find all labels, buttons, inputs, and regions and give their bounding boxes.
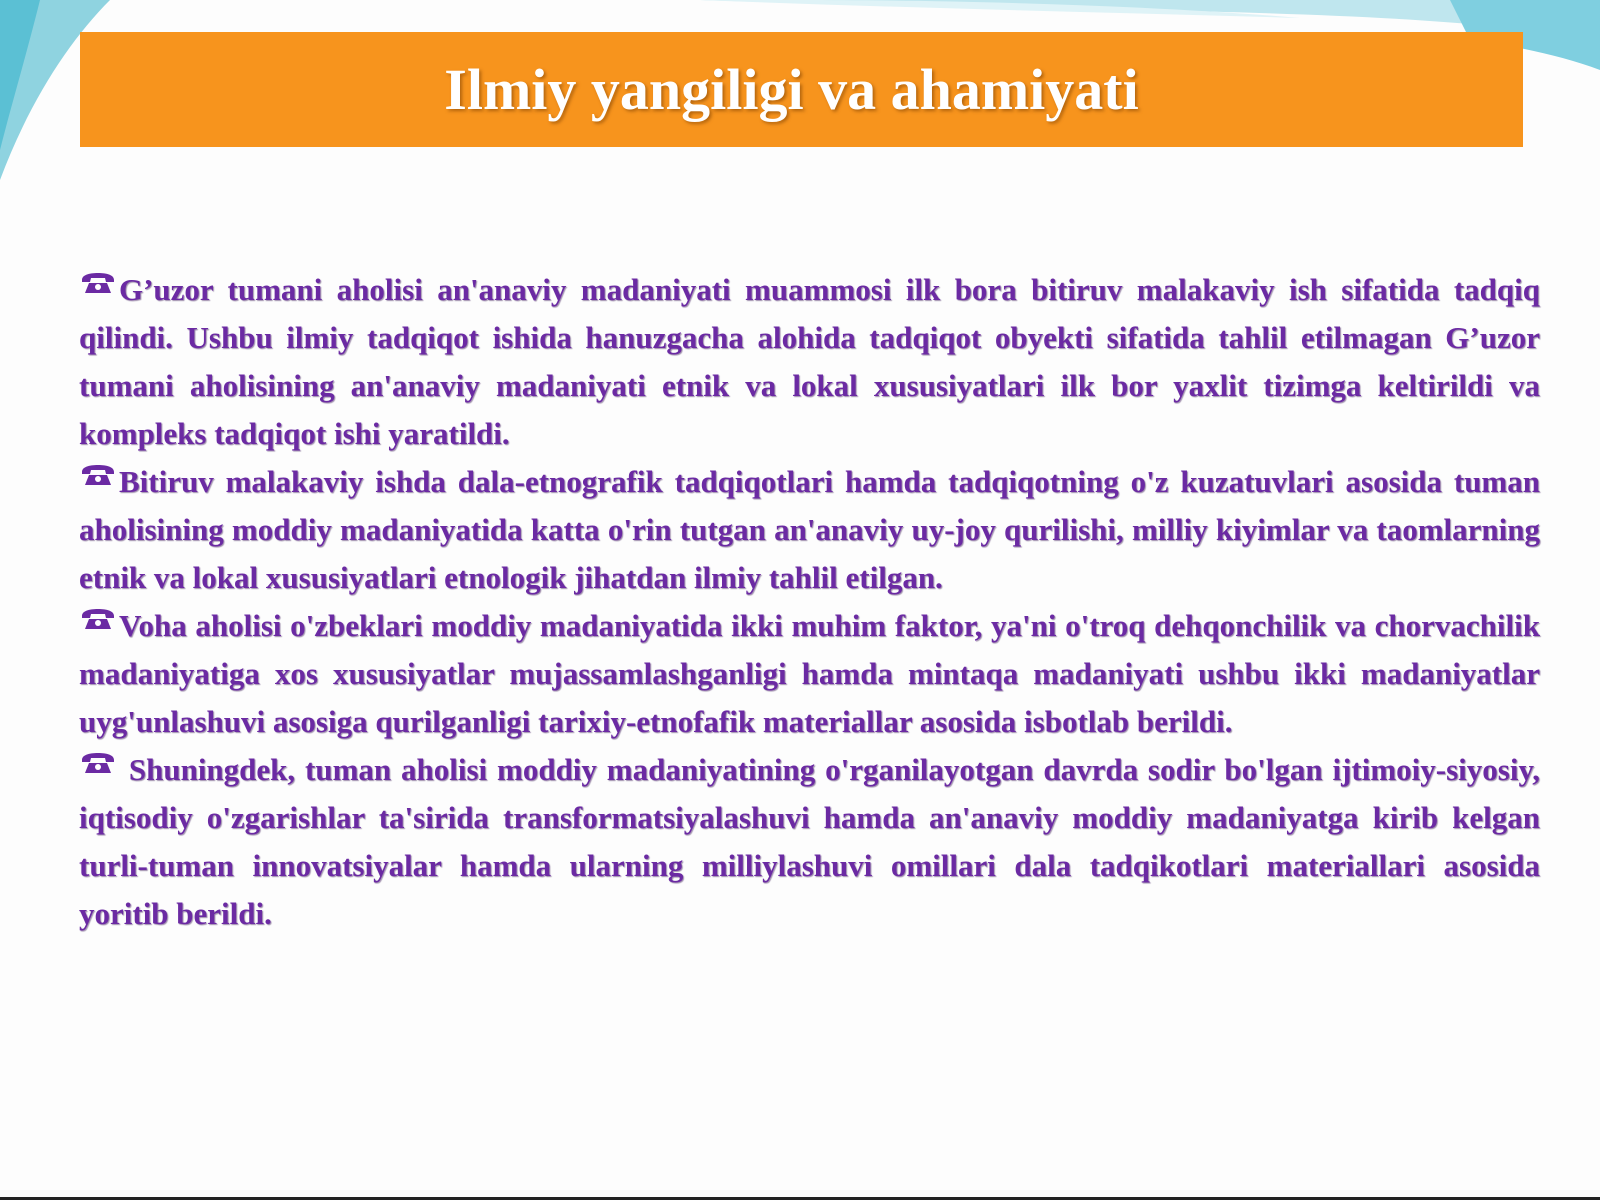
paragraph-2 [79, 458, 1540, 602]
telephone-icon [79, 272, 117, 294]
paragraph-text: G’uzor tumani aholisi an'anaviy madaniyati muammosi ilk bora bitiruv malakaviy ish sifatida tadqiq qilindi. Ushbu ilmiy tadqiqot ishida hanuzgacha alohida tadqiqot obyekti sifatida tahlil etilmagan G’uzor tumani aholisining an'anaviy madaniyati etnik va lokal xususiyatlari ilk bor yaxlit tizimga keltirildi va kompleks tadqiqot ishi yaratildi. [79, 272, 1540, 451]
paragraph-text: Shuningdek, tuman aholisi moddiy madaniyatining o'rganilayotgan davrda sodir bo'lgan ijtimoiy-siyosiy, iqtisodiy o'zgarishlar ta'sirida transformatsiyalashuvi hamda an'anaviy moddiy madaniyatga kirib kelgan turli-tuman innovatsiyalar hamda ularning milliylashuvi omillari dala tadqikotlari materiallari asosida yoritib berildi. [79, 752, 1540, 931]
content-body [79, 266, 1540, 938]
slide-title: Ilmiy yangiligi va ahamiyati [444, 56, 1139, 122]
paragraph-4 [79, 746, 1540, 938]
paragraph-3 [79, 602, 1540, 746]
paragraph-text: Voha aholisi o'zbeklari moddiy madaniyatida ikki muhim faktor, ya'ni o'troq dehqonchilik va chorvachilik madaniyatiga xos xususiyatlar mujassamlashganligi hamda mintaqa madaniyati ushbu ikki madaniyatlar uyg'unlashuvi asosiga qurilganligi tarixiy-etnofafik materiallar asosida isbotlab berildi. [79, 608, 1540, 739]
paragraph-text: Bitiruv malakaviy ishda dala-etnografik tadqiqotlari hamda tadqiqotning o'z kuzatuvlari asosida tuman aholisining moddiy madaniyatida katta o'rin tutgan an'anaviy uy-joy qurilishi, milliy kiyimlar va taomlarning etnik va lokal xususiyatlari etnologik jihatdan ilmiy tahlil etilgan. [79, 464, 1540, 595]
paragraph-1 [79, 266, 1540, 458]
telephone-icon [79, 464, 117, 486]
telephone-icon [79, 752, 117, 774]
telephone-icon [79, 608, 117, 630]
title-bar [80, 32, 1523, 147]
